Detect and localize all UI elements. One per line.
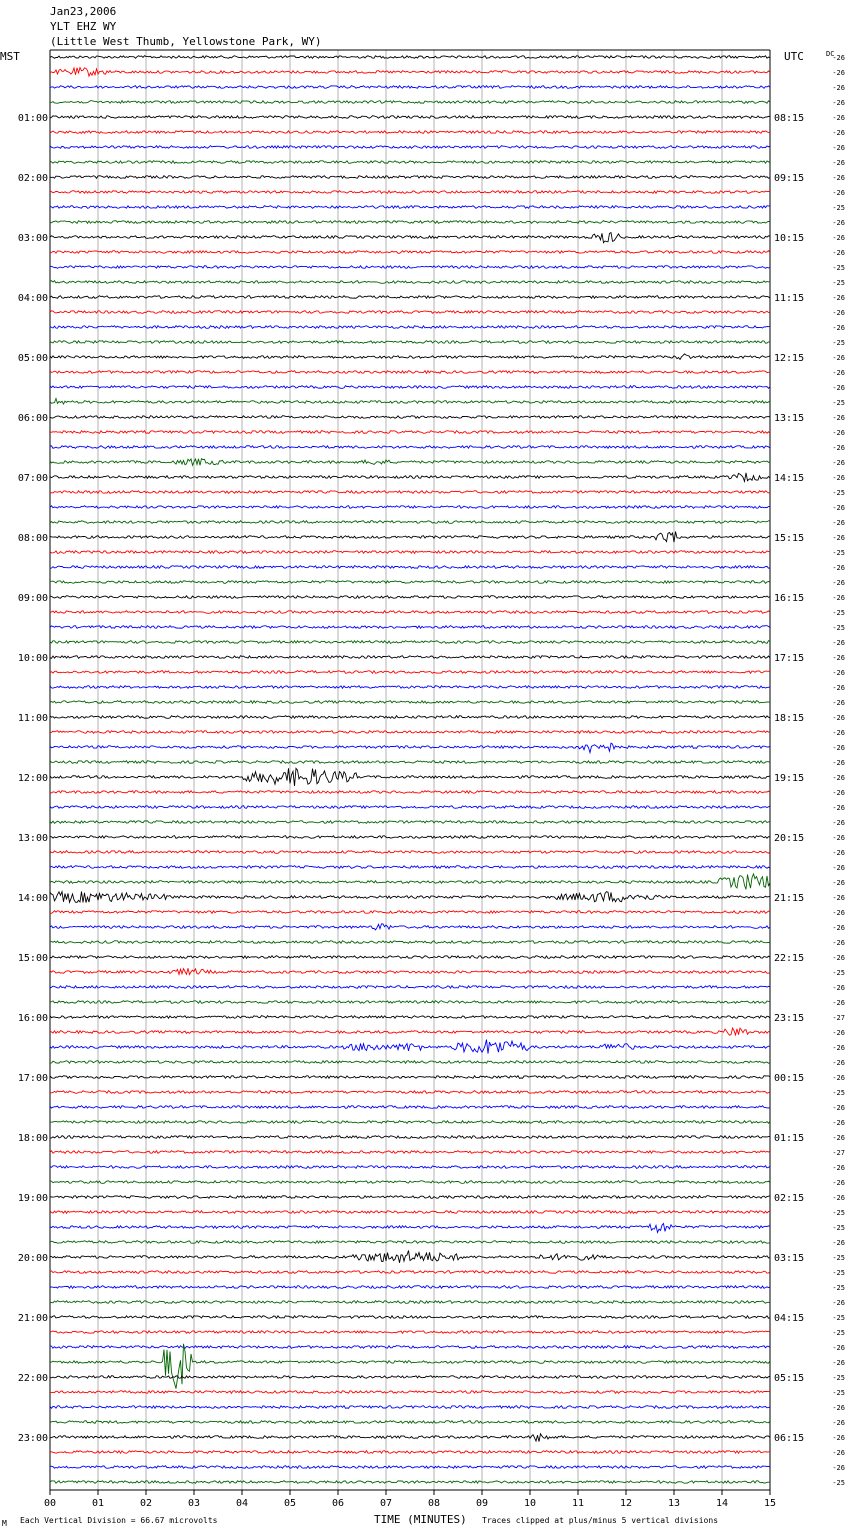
- x-tick-label: 14: [715, 1498, 729, 1509]
- left-hour-label: 10:00: [17, 653, 48, 664]
- trace-row-68: [50, 1076, 770, 1079]
- x-axis: [44, 1490, 776, 1509]
- trace-row-25: [50, 431, 770, 434]
- trace-row-11: [50, 221, 770, 224]
- dc-offset-label: -26: [832, 894, 845, 902]
- left-hour-label: 18:00: [17, 1133, 48, 1144]
- dc-offset-label: -26: [832, 369, 845, 377]
- left-hour-label: 03:00: [17, 233, 48, 244]
- trace-row-66: [50, 1040, 770, 1054]
- trace-row-14: [50, 266, 770, 269]
- trace-row-58: [50, 924, 770, 930]
- trace-row-62: [50, 986, 770, 989]
- footer-mark: M: [2, 1519, 7, 1528]
- x-tick-label: 05: [283, 1498, 297, 1509]
- trace-row-24: [50, 416, 770, 419]
- dc-offset-labels: [832, 54, 845, 1487]
- right-hour-label: 20:15: [774, 833, 805, 844]
- left-hour-label: 19:00: [17, 1193, 48, 1204]
- dc-offset-label: -26: [832, 1029, 845, 1037]
- trace-row-56: [50, 892, 770, 903]
- trace-row-21: [50, 371, 770, 374]
- dc-offset-label: -25: [832, 1254, 845, 1262]
- dc-offset-label: -26: [832, 699, 845, 707]
- trace-row-16: [50, 296, 770, 299]
- dc-offset-label: -25: [832, 1389, 845, 1397]
- trace-row-10: [50, 206, 770, 209]
- trace-row-32: [50, 532, 770, 543]
- dc-offset-label: -26: [832, 744, 845, 752]
- x-tick-label: 02: [139, 1498, 153, 1509]
- dc-offset-label: -26: [832, 1104, 845, 1112]
- x-tick-label: 00: [43, 1498, 57, 1509]
- trace-row-22: [50, 386, 770, 389]
- dc-offset-label: -26: [832, 84, 845, 92]
- left-timezone-label: MST: [0, 50, 20, 63]
- trace-row-49: [50, 791, 770, 794]
- x-tick-label: 15: [763, 1498, 777, 1509]
- dc-offset-label: -26: [832, 1044, 845, 1052]
- dc-offset-label: -26: [832, 1164, 845, 1172]
- trace-row-1: [50, 68, 770, 77]
- right-hour-label: 04:15: [774, 1313, 805, 1324]
- dc-offset-label: -26: [832, 309, 845, 317]
- left-hour-label: 22:00: [17, 1373, 48, 1384]
- x-tick-label: 03: [187, 1498, 201, 1509]
- trace-row-45: [50, 731, 770, 734]
- right-hour-label: 22:15: [774, 953, 805, 964]
- trace-row-51: [50, 821, 770, 824]
- trace-row-60: [50, 956, 770, 959]
- trace-row-73: [50, 1151, 770, 1154]
- trace-row-63: [50, 1001, 770, 1004]
- trace-row-90: [50, 1406, 770, 1409]
- trace-row-78: [50, 1224, 770, 1233]
- trace-row-26: [50, 446, 770, 449]
- right-hour-label: 06:15: [774, 1433, 805, 1444]
- trace-row-83: [50, 1301, 770, 1304]
- trace-row-93: [50, 1451, 770, 1454]
- trace-row-67: [50, 1061, 770, 1064]
- dc-offset-label: -25: [832, 264, 845, 272]
- dc-offset-label: -25: [832, 1374, 845, 1382]
- dc-offset-label: -26: [832, 129, 845, 137]
- dc-offset-label: -26: [832, 879, 845, 887]
- right-hour-label: 05:15: [774, 1373, 805, 1384]
- dc-offset-label: -26: [832, 384, 845, 392]
- dc-offset-label: -26: [832, 219, 845, 227]
- trace-row-44: [50, 716, 770, 719]
- right-hour-label: 12:15: [774, 353, 805, 364]
- left-hour-label: 23:00: [17, 1433, 48, 1444]
- dc-offset-label: -26: [832, 144, 845, 152]
- dc-offset-label: -26: [832, 324, 845, 332]
- left-hour-label: 02:00: [17, 173, 48, 184]
- trace-row-81: [50, 1271, 770, 1274]
- right-hour-label: 19:15: [774, 773, 805, 784]
- trace-row-12: [50, 233, 770, 243]
- dc-offset-label: -26: [832, 294, 845, 302]
- dc-offset-label: -26: [832, 159, 845, 167]
- dc-offset-label: -27: [832, 1149, 845, 1157]
- dc-offset-label: -25: [832, 1089, 845, 1097]
- trace-row-87: [50, 1344, 770, 1389]
- dc-offset-label: -26: [832, 114, 845, 122]
- dc-offset-label: -26: [832, 594, 845, 602]
- dc-offset-label: -26: [832, 849, 845, 857]
- dc-offset-label: -25: [832, 1314, 845, 1322]
- trace-row-28: [50, 473, 770, 482]
- trace-row-9: [50, 191, 770, 194]
- dc-offset-label: -25: [832, 339, 845, 347]
- trace-row-0: [50, 56, 770, 59]
- trace-row-84: [50, 1316, 770, 1319]
- dc-offset-label: -26: [832, 1404, 845, 1412]
- trace-row-35: [50, 581, 770, 584]
- trace-row-89: [50, 1391, 770, 1394]
- dc-offset-label: -26: [832, 729, 845, 737]
- dc-offset-label: -26: [832, 189, 845, 197]
- trace-row-92: [50, 1434, 770, 1442]
- dc-offset-label: -26: [832, 684, 845, 692]
- trace-row-52: [50, 836, 770, 839]
- trace-row-8: [50, 176, 770, 179]
- trace-row-46: [50, 743, 770, 752]
- trace-row-18: [50, 326, 770, 329]
- trace-row-69: [50, 1091, 770, 1094]
- trace-row-31: [50, 521, 770, 524]
- dc-header-label: DC: [826, 50, 835, 58]
- trace-row-37: [50, 611, 770, 614]
- left-hour-label: 06:00: [17, 413, 48, 424]
- dc-offset-label: -25: [832, 1269, 845, 1277]
- right-hour-label: 21:15: [774, 893, 805, 904]
- trace-row-23: [50, 399, 770, 405]
- dc-offset-label: -26: [832, 1239, 845, 1247]
- dc-offset-label: -25: [832, 624, 845, 632]
- dc-offset-label: -26: [832, 174, 845, 182]
- trace-row-64: [50, 1016, 770, 1019]
- dc-offset-label: -26: [832, 459, 845, 467]
- dc-offset-label: -25: [832, 399, 845, 407]
- dc-offset-label: -26: [832, 939, 845, 947]
- left-hour-label: 21:00: [17, 1313, 48, 1324]
- right-hour-labels: [774, 113, 804, 1444]
- x-tick-label: 10: [523, 1498, 537, 1509]
- trace-row-57: [50, 911, 770, 914]
- right-hour-label: 10:15: [774, 233, 805, 244]
- dc-offset-label: -25: [832, 1224, 845, 1232]
- x-tick-label: 01: [91, 1498, 105, 1509]
- left-hour-label: 14:00: [17, 893, 48, 904]
- dc-offset-label: -26: [832, 69, 845, 77]
- dc-offset-label: -26: [832, 804, 845, 812]
- left-hour-label: 13:00: [17, 833, 48, 844]
- dc-offset-label: -26: [832, 774, 845, 782]
- footer-clip-note: Traces clipped at plus/minus 5 vertical divisions: [482, 1516, 719, 1525]
- dc-offset-label: -25: [832, 1329, 845, 1337]
- trace-row-39: [50, 641, 770, 644]
- trace-row-80: [50, 1251, 770, 1263]
- dc-offset-label: -26: [832, 954, 845, 962]
- trace-row-61: [50, 968, 770, 974]
- trace-row-79: [50, 1241, 770, 1244]
- x-axis-label: TIME (MINUTES): [374, 1513, 467, 1526]
- dc-offset-label: -26: [832, 819, 845, 827]
- dc-offset-label: -26: [832, 639, 845, 647]
- trace-row-33: [50, 551, 770, 554]
- dc-offset-label: -26: [832, 759, 845, 767]
- left-hour-label: 16:00: [17, 1013, 48, 1024]
- dc-offset-label: -26: [832, 1419, 845, 1427]
- left-hour-label: 04:00: [17, 293, 48, 304]
- dc-offset-label: -26: [832, 1359, 845, 1367]
- x-tick-label: 07: [379, 1498, 393, 1509]
- dc-offset-label: -26: [832, 534, 845, 542]
- right-timezone-label: UTC: [784, 50, 804, 63]
- trace-row-53: [50, 851, 770, 854]
- right-hour-label: 09:15: [774, 173, 805, 184]
- trace-row-59: [50, 941, 770, 944]
- dc-offset-label: -25: [832, 1209, 845, 1217]
- dc-offset-label: -25: [832, 1479, 845, 1487]
- dc-offset-label: -27: [832, 1014, 845, 1022]
- left-hour-label: 17:00: [17, 1073, 48, 1084]
- trace-row-71: [50, 1121, 770, 1124]
- dc-offset-label: -26: [832, 924, 845, 932]
- trace-row-19: [50, 341, 770, 344]
- header-location: (Little West Thumb, Yellowstone Park, WY): [50, 35, 322, 48]
- x-tick-label: 11: [571, 1498, 585, 1509]
- trace-row-15: [50, 281, 770, 284]
- dc-offset-label: -26: [832, 474, 845, 482]
- dc-offset-label: -26: [832, 99, 845, 107]
- right-hour-label: 17:15: [774, 653, 805, 664]
- trace-row-85: [50, 1331, 770, 1334]
- dc-offset-label: -26: [832, 519, 845, 527]
- right-hour-label: 08:15: [774, 113, 805, 124]
- trace-row-76: [50, 1196, 770, 1199]
- dc-offset-label: -26: [832, 1434, 845, 1442]
- left-hour-label: 11:00: [17, 713, 48, 724]
- dc-offset-label: -26: [832, 864, 845, 872]
- right-hour-label: 18:15: [774, 713, 805, 724]
- dc-offset-label: -26: [832, 234, 845, 242]
- trace-row-2: [50, 86, 770, 89]
- trace-row-42: [50, 686, 770, 689]
- dc-offset-label: -26: [832, 834, 845, 842]
- left-hour-label: 15:00: [17, 953, 48, 964]
- header-station: YLT EHZ WY: [50, 20, 117, 33]
- left-hour-label: 01:00: [17, 113, 48, 124]
- dc-offset-label: -26: [832, 1119, 845, 1127]
- dc-offset-label: -26: [832, 789, 845, 797]
- right-hour-label: 00:15: [774, 1073, 805, 1084]
- dc-offset-label: -26: [832, 1344, 845, 1352]
- x-tick-label: 12: [619, 1498, 633, 1509]
- dc-offset-label: -25: [832, 204, 845, 212]
- x-tick-label: 08: [427, 1498, 441, 1509]
- x-tick-label: 09: [475, 1498, 489, 1509]
- right-hour-label: 02:15: [774, 1193, 805, 1204]
- trace-row-82: [50, 1286, 770, 1289]
- dc-offset-label: -26: [832, 984, 845, 992]
- dc-offset-label: -26: [832, 579, 845, 587]
- right-hour-label: 13:15: [774, 413, 805, 424]
- trace-row-4: [50, 116, 770, 119]
- left-hour-label: 05:00: [17, 353, 48, 364]
- trace-row-47: [50, 761, 770, 764]
- trace-row-41: [50, 671, 770, 674]
- trace-row-55: [50, 874, 770, 889]
- dc-offset-label: -26: [832, 54, 845, 62]
- footer-division-note: Each Vertical Division = 66.67 microvolts: [20, 1516, 218, 1525]
- dc-offset-label: -26: [832, 714, 845, 722]
- trace-row-72: [50, 1136, 770, 1139]
- right-hour-label: 14:15: [774, 473, 805, 484]
- right-hour-label: 15:15: [774, 533, 805, 544]
- trace-row-86: [50, 1346, 770, 1349]
- dc-offset-label: -25: [832, 279, 845, 287]
- x-tick-label: 13: [667, 1498, 681, 1509]
- trace-row-65: [50, 1028, 770, 1035]
- dc-offset-label: -25: [832, 609, 845, 617]
- trace-row-43: [50, 701, 770, 704]
- left-hour-label: 08:00: [17, 533, 48, 544]
- dc-offset-label: -26: [832, 1464, 845, 1472]
- trace-row-29: [50, 491, 770, 494]
- left-hour-labels: [18, 113, 48, 1444]
- trace-row-5: [50, 131, 770, 134]
- dc-offset-label: -26: [832, 669, 845, 677]
- right-hour-label: 01:15: [774, 1133, 805, 1144]
- trace-row-34: [50, 566, 770, 569]
- trace-row-74: [50, 1166, 770, 1169]
- dc-offset-label: -25: [832, 969, 845, 977]
- dc-offset-label: -26: [832, 1074, 845, 1082]
- trace-row-40: [50, 656, 770, 659]
- trace-row-54: [50, 866, 770, 869]
- trace-row-95: [50, 1481, 770, 1484]
- header-date: Jan23,2006: [50, 5, 117, 18]
- dc-offset-label: -26: [832, 1134, 845, 1142]
- trace-row-20: [50, 354, 770, 360]
- trace-row-94: [50, 1466, 770, 1469]
- trace-row-77: [50, 1211, 770, 1214]
- dc-offset-label: -25: [832, 549, 845, 557]
- trace-rows: [50, 56, 770, 1484]
- dc-offset-label: -26: [832, 1179, 845, 1187]
- dc-offset-label: -26: [832, 444, 845, 452]
- trace-row-17: [50, 311, 770, 314]
- right-hour-label: 11:15: [774, 293, 805, 304]
- dc-offset-label: -25: [832, 489, 845, 497]
- trace-row-70: [50, 1106, 770, 1109]
- trace-row-91: [50, 1421, 770, 1424]
- x-tick-label: 06: [331, 1498, 345, 1509]
- dc-offset-label: -26: [832, 504, 845, 512]
- dc-offset-label: -26: [832, 1194, 845, 1202]
- trace-row-50: [50, 806, 770, 809]
- left-hour-label: 09:00: [17, 593, 48, 604]
- dc-offset-label: -26: [832, 654, 845, 662]
- trace-row-27: [50, 459, 770, 466]
- dc-offset-label: -26: [832, 1059, 845, 1067]
- right-hour-label: 16:15: [774, 593, 805, 604]
- dc-offset-label: -26: [832, 1299, 845, 1307]
- dc-offset-label: -26: [832, 414, 845, 422]
- trace-row-38: [50, 626, 770, 629]
- trace-row-48: [50, 768, 770, 786]
- trace-row-6: [50, 146, 770, 149]
- dc-offset-label: -25: [832, 1284, 845, 1292]
- dc-offset-label: -26: [832, 909, 845, 917]
- right-hour-label: 23:15: [774, 1013, 805, 1024]
- trace-row-36: [50, 596, 770, 599]
- left-hour-label: 12:00: [17, 773, 48, 784]
- dc-offset-label: -26: [832, 564, 845, 572]
- trace-row-30: [50, 506, 770, 509]
- trace-row-88: [50, 1376, 770, 1379]
- dc-offset-label: -26: [832, 249, 845, 257]
- right-hour-label: 03:15: [774, 1253, 805, 1264]
- dc-offset-label: -26: [832, 1449, 845, 1457]
- trace-row-3: [50, 101, 770, 104]
- trace-row-75: [50, 1181, 770, 1184]
- left-hour-label: 07:00: [17, 473, 48, 484]
- dc-offset-label: -26: [832, 429, 845, 437]
- dc-offset-label: -26: [832, 354, 845, 362]
- trace-row-7: [50, 161, 770, 164]
- trace-row-13: [50, 251, 770, 254]
- dc-offset-label: -26: [832, 999, 845, 1007]
- x-tick-label: 04: [235, 1498, 249, 1509]
- left-hour-label: 20:00: [17, 1253, 48, 1264]
